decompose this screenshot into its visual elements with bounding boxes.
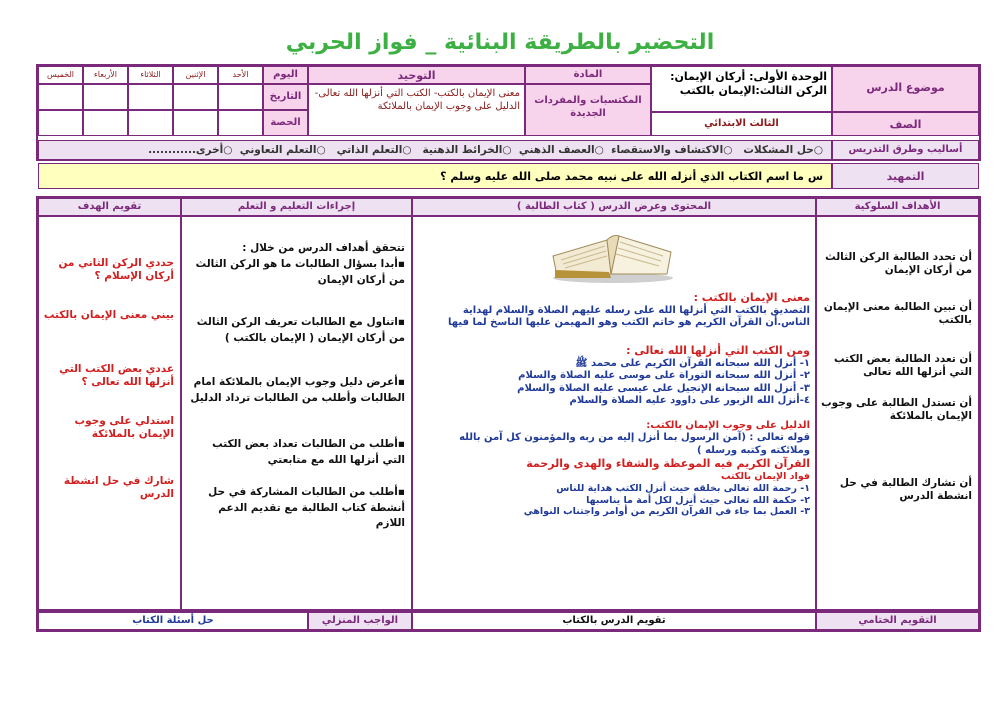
- day-tuesday: الثلاثاء: [128, 66, 173, 84]
- evaluation-item: عددي بعض الكتب التي أنزلها الله تعالى ؟: [59, 363, 174, 389]
- circle-icon: ○: [594, 144, 604, 156]
- method-item: العصف الذهني: [518, 144, 595, 156]
- period-cell: [83, 110, 128, 136]
- unit-text: الوحدة الأولى: أركان الإيمان:: [670, 70, 827, 83]
- method-item: الاكتشاف والاستقصاء: [611, 144, 724, 156]
- evaluation-column: [38, 216, 181, 610]
- objectives-column: [816, 216, 979, 610]
- period-cell: [173, 110, 218, 136]
- benefits-title: فواد الإيمان بالكتب: [720, 470, 810, 482]
- meaning-text: التصديق بالكتب التي أنزلها الله على رسله عليهم الصلاة والسلام لهداية الناس.أن القرآن الكريم هو خاتم الكتب وهو المهيمن عليها الناسخ لما فيها: [448, 304, 810, 329]
- subject-value: التوحيد: [308, 66, 525, 84]
- benefit-item: ٣- العمل بما جاء في القرآن الكريم من أوامر واجتناب النواهي: [523, 506, 810, 518]
- book-item: ٤-أنزل الله الزبور على داوود عليه الصلاة والسلام: [569, 395, 810, 406]
- procedure-item: أبدا بسؤال الطالبات ما هو الركن الثالث من أركان الإيمان: [195, 257, 405, 286]
- date-cell: [128, 84, 173, 110]
- objective-item: أن تستدل الطالبة على وجوب الإيمان بالملائكة: [821, 397, 972, 423]
- procedures-column: [181, 216, 412, 610]
- final-eval-label: التقويم الختامي: [816, 612, 979, 630]
- circle-icon: ○: [723, 144, 733, 156]
- day-thursday: الخميس: [38, 66, 83, 84]
- vocab-value: معنى الإيمان بالكتب- الكتب التي أنزلها الله تعالى- الدليل على وجوب الإيمان بالملائكة: [308, 84, 525, 136]
- bullet-icon: ▪: [397, 315, 405, 328]
- topic-value: [651, 66, 832, 112]
- evaluation-item: شارك في حل انشطة الدرس: [63, 475, 174, 501]
- evaluation-item: بيني معنى الإيمان بالكتب: [43, 309, 174, 321]
- day-label: اليوم: [263, 66, 308, 84]
- date-cell: [38, 84, 83, 110]
- page-title: التحضير بالطريقة البنائية _ فواز الحربي: [285, 30, 715, 55]
- period-cell: [218, 110, 263, 136]
- class-label: الصف: [832, 112, 979, 136]
- methods-label: أساليب وطرق التدريس: [832, 140, 979, 160]
- bullet-icon: ▪: [397, 485, 405, 498]
- objective-item: أن تشارك الطالبة في حل انشطة الدرس: [839, 477, 972, 503]
- quran-line: القرآن الكريم فيه الموعظة والشفاء والهدى والرحمة: [526, 457, 810, 470]
- method-item: التعلم الذاتي: [336, 144, 403, 156]
- date-cell: [83, 84, 128, 110]
- subject-label: المادة: [525, 66, 651, 84]
- class-value: الثالث الابتدائي: [651, 112, 832, 136]
- objective-item: أن تحدد الطالبة الركن الثالث من أركان الإيمان: [825, 251, 972, 277]
- day-sunday: الأحد: [218, 66, 263, 84]
- method-item: التعلم التعاوني: [239, 144, 317, 156]
- intro-label: التمهيد: [832, 163, 979, 189]
- period-cell: [38, 110, 83, 136]
- homework-label: الواجب المنزلي: [308, 612, 412, 630]
- pillar-text: الركن الثالث:الإيمان بالكتب: [679, 83, 827, 97]
- procedure-item: اتناول مع الطالبات تعريف الركن الثالث من أركان الإيمان ( الإيمان بالكتب ): [196, 315, 405, 344]
- benefit-item: ٢- حكمة الله تعالى حيث أنزل لكل أمة ما يناسبها: [586, 494, 810, 506]
- objective-item: أن تبين الطالبة معنى الإيمان بالكتب: [823, 301, 972, 327]
- benefit-item: ١- رحمة الله تعالى بخلقه حيث أنزل الكتب هداية للناس: [556, 482, 810, 494]
- evaluation-item: استدلي على وجوب الإيمان بالملائكة: [74, 415, 174, 441]
- col-objectives-header: الأهداف السلوكية: [816, 198, 979, 216]
- method-item: حل المشكلات: [743, 144, 814, 156]
- circle-icon: ○: [813, 144, 823, 156]
- book-item: ٣- أنزل الله سبحانه الإنجيل على عيسى عليه الصلاة والسلام: [517, 382, 810, 394]
- col-procedures-header: إجراءات التعليم و التعلم: [181, 198, 412, 216]
- bullet-icon: ▪: [397, 257, 405, 270]
- col-content-header: المحتوى وعرض الدرس ( كتاب الطالبة ): [412, 198, 816, 216]
- book-item: ١- أنزل الله سبحانه القرآن الكريم على محمد ﷺ: [575, 357, 810, 369]
- proof-title: الدليل على وجوب الإيمان بالكتب:: [646, 419, 810, 431]
- date-cell: [218, 84, 263, 110]
- procedure-item: أطلب من الطالبات تعداد بعض الكتب التي أنزلها الله مع متابعتي: [212, 437, 405, 466]
- circle-icon: ○: [223, 144, 233, 156]
- date-label: التاريخ: [263, 84, 308, 110]
- meaning-title: معنى الإيمان بالكتب :: [693, 291, 810, 304]
- proof-text: قوله تعالى : (آمن الرسول بما أنزل إليه من ربه والمؤمنون كل آمن بالله وملائكته وكتبه ورسله ): [459, 432, 810, 456]
- method-item: الخرائط الذهنية: [422, 144, 503, 156]
- date-cell: [173, 84, 218, 110]
- objective-item: أن تعدد الطالبة بعض الكتب التي أنزلها الله تعالى: [833, 353, 972, 379]
- circle-icon: ○: [316, 144, 326, 156]
- books-title: ومن الكتب التي أنزلها الله تعالى :: [626, 343, 810, 357]
- evaluation-item: حددي الركن الثاني من أركان الإسلام ؟: [58, 257, 174, 283]
- procedure-item: أعرض دليل وجوب الإيمان بالملائكة امام الطالبات وأطلب من الطالبات ترداد الدليل: [190, 375, 405, 404]
- procedures-intro: تتحقق أهداف الدرس من خلال :: [242, 242, 405, 254]
- bullet-icon: ▪: [397, 437, 405, 450]
- book-item: ٢- أنزل الله سبحانه التوراة على موسى عليه الصلاة والسلام: [518, 370, 810, 381]
- circle-icon: ○: [502, 144, 512, 156]
- method-item: أخرى............: [148, 144, 224, 156]
- vocab-label: المكتسبات والمفردات الجديدة: [525, 84, 651, 136]
- final-eval-value: تقويم الدرس بالكتاب: [412, 612, 816, 630]
- open-book-icon: [547, 226, 677, 284]
- topic-label: موضوع الدرس: [832, 66, 979, 112]
- day-wednesday: الأربعاء: [83, 66, 128, 84]
- bullet-icon: ▪: [397, 375, 405, 388]
- procedure-item: أطلب من الطالبات المشاركة في حل أنشطة كتاب الطالبة مع تقديم الدعم اللازم: [208, 485, 405, 530]
- intro-question: س ما اسم الكتاب الذي أنزله الله على نبيه محمد صلى الله عليه وسلم ؟: [38, 163, 832, 189]
- methods-list: [38, 140, 832, 160]
- col-evaluation-header: تقويم الهدف: [38, 198, 181, 216]
- period-label: الحصة: [263, 110, 308, 136]
- day-monday: الإثنين: [173, 66, 218, 84]
- period-cell: [128, 110, 173, 136]
- homework-value: حل أسئلة الكتاب: [38, 612, 308, 630]
- circle-icon: ○: [402, 144, 412, 156]
